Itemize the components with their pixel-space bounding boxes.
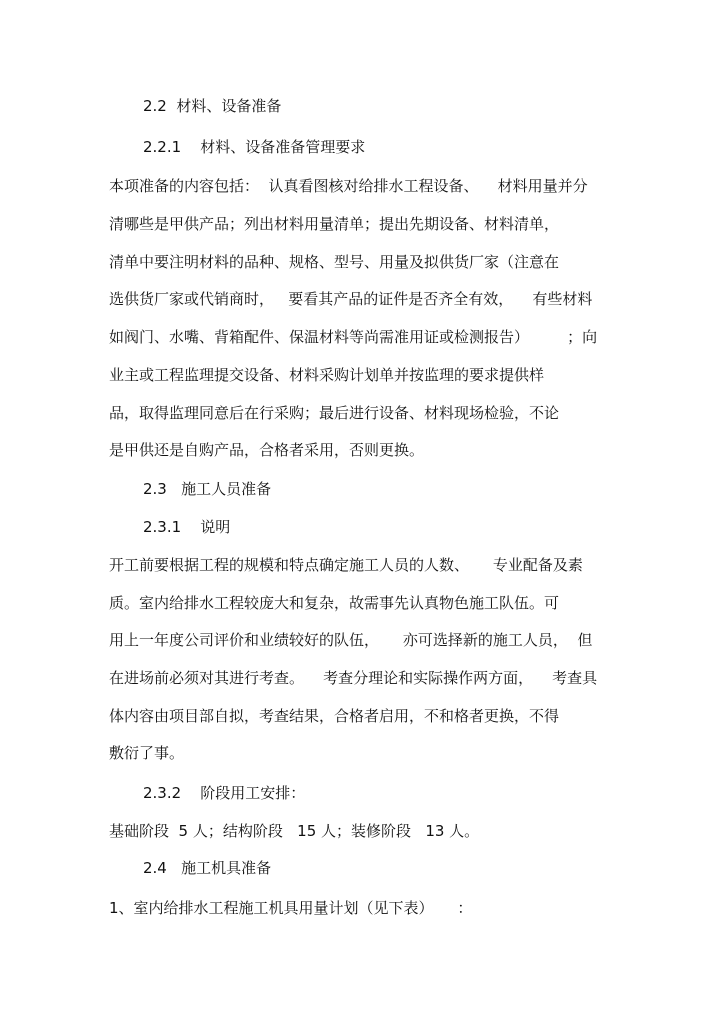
paragraph-line: 业主或工程监理提交设备、材料采购计划单并按监理的要求提供样 xyxy=(109,366,545,384)
section-heading-2-2-1: 2.2.1 材料、设备准备管理要求 xyxy=(143,138,366,156)
paragraph-line: 体内容由项目部自拟，考查结果，合格者启用，不和格者更换，不得 xyxy=(109,707,560,725)
paragraph-line: 是甲供还是自购产品，合格者采用，否则更换。 xyxy=(109,441,425,459)
paragraph-line: 开工前要根据工程的规模和特点确定施工人员的人数、 专业配备及素 xyxy=(109,556,583,574)
paragraph-line: 如阀门、水嘴、背箱配件、保温材料等尚需准用证或检测报告） ；向 xyxy=(109,328,598,346)
paragraph-line: 清单中要注明材料的品种、规格、型号、用量及拟供货厂家（注意在 xyxy=(109,253,560,271)
paragraph-line: 基础阶段 5 人；结构阶段 15 人；装修阶段 13 人。 xyxy=(109,822,480,840)
paragraph-line: 质。室内给排水工程较庞大和复杂，故需事先认真物色施工队伍。可 xyxy=(109,594,560,612)
paragraph-line: 用上一年度公司评价和业绩较好的队伍， 亦可选择新的施工人员， 但 xyxy=(109,631,593,649)
section-heading-2-3-1: 2.3.1 说明 xyxy=(143,518,231,536)
paragraph-line: 在进场前必须对其进行考查。 考查分理论和实际操作两方面， 考查具 xyxy=(109,669,598,687)
paragraph-line: 本项准备的内容包括： 认真看图核对给排水工程设备、 材料用量并分 xyxy=(109,177,588,195)
paragraph-line: 选供货厂家或代销商时， 要看其产品的证件是否齐全有效， 有些材料 xyxy=(109,290,593,308)
paragraph-line: 清哪些是甲供产品；列出材料用量清单；提出先期设备、材料清单， xyxy=(109,215,560,233)
paragraph-line: 品，取得监理同意后在行采购；最后进行设备、材料现场检验，不论 xyxy=(109,404,560,422)
paragraph-line: 1、室内给排水工程施工机具用量计划（见下表） ： xyxy=(109,899,473,917)
section-heading-2-3: 2.3 施工人员准备 xyxy=(143,480,272,498)
section-heading-2-3-2: 2.3.2 阶段用工安排： xyxy=(143,784,306,802)
section-heading-2-4: 2.4 施工机具准备 xyxy=(143,859,272,877)
paragraph-line: 敷衍了事。 xyxy=(109,744,185,762)
section-heading-2-2: 2.2 材料、设备准备 xyxy=(143,97,282,115)
